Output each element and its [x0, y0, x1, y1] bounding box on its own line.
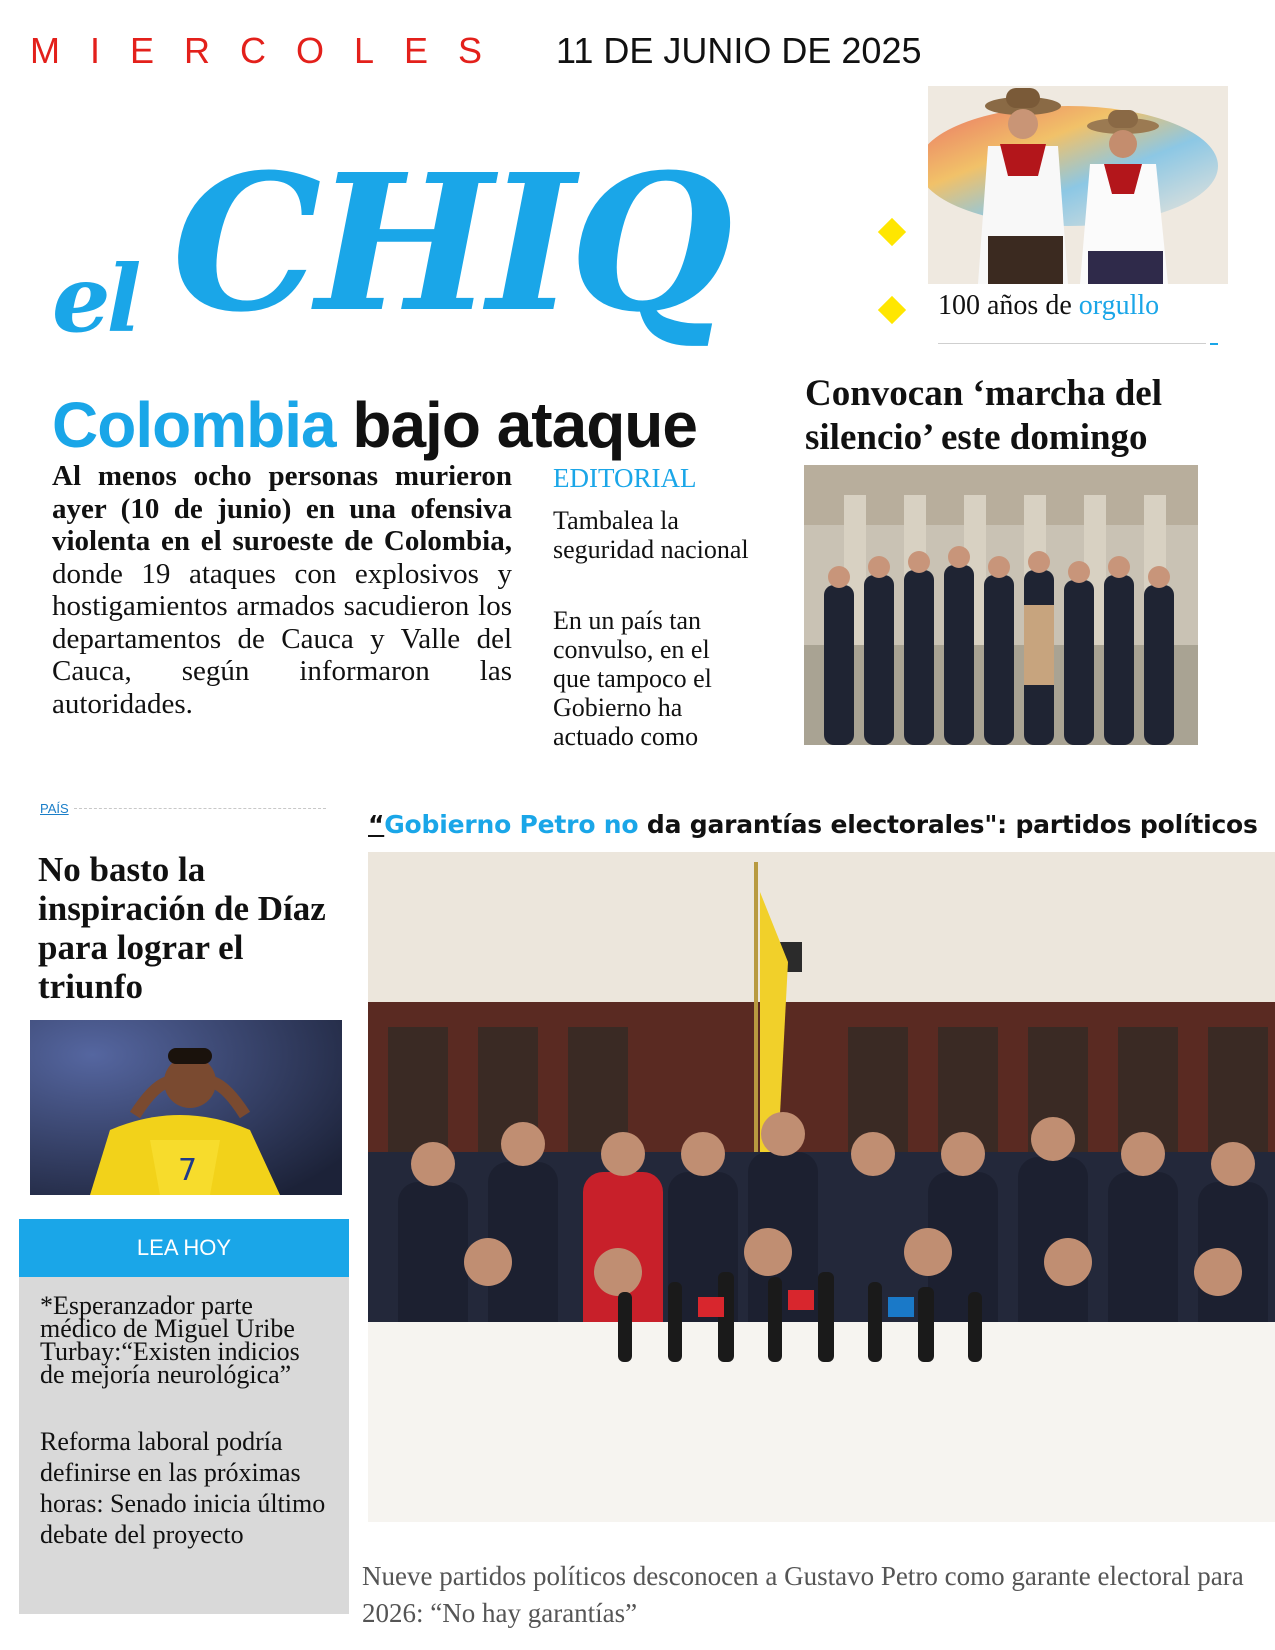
dateline-day: MIERCOLES [30, 30, 513, 71]
photo-two-women-icon [928, 86, 1228, 284]
diamond-icon [878, 218, 906, 246]
lead-body-text: donde 19 ataques con explosivos y hostigamientos armados sacudieron los departamentos de Cauca y Valle del Cauca, según informaron las autoridades. [52, 557, 512, 720]
photo-congress-group-icon [804, 465, 1198, 745]
promo-caption-highlight: orgullo [1078, 290, 1160, 321]
masthead-prefix: el [52, 245, 138, 353]
lead-headline-highlight: Colombia [52, 389, 336, 461]
lead-headline-rest: bajo ataque [352, 389, 697, 461]
section-label-pais[interactable]: PAÍS [40, 801, 69, 816]
divider [74, 808, 326, 809]
masthead-logo[interactable] [52, 133, 912, 360]
diamond-icon [878, 296, 906, 324]
main-caption: Nueve partidos políticos desconocen a Gustavo Petro como garante electoral para 2026: “No hay garantías” [362, 1561, 1244, 1628]
promo-image[interactable] [928, 86, 1228, 284]
editorial-body: En un país tan convulso, en el que tampoco el Gobierno ha actuado como [553, 606, 712, 751]
masthead-name: CHIQ [172, 133, 727, 354]
editorial-title[interactable]: Tambalea la seguridad nacional [553, 506, 749, 564]
dateline-date: 11 DE JUNIO DE 2025 [556, 30, 922, 71]
marcha-headline[interactable]: Convocan ‘marcha del silencio’ este domingo [805, 373, 1162, 458]
editorial-label[interactable]: EDITORIAL [553, 463, 697, 493]
main-headline-quote: “ [368, 810, 385, 839]
lea-hoy-box [19, 1219, 349, 1614]
lea-hoy-title: LEA HOY [19, 1219, 349, 1277]
lead-headline[interactable] [52, 388, 697, 462]
promo-caption-text: 100 años de [938, 290, 1072, 321]
main-image[interactable] [368, 852, 1275, 1522]
lea-hoy-item[interactable]: *Esperanzador parte médico de Miguel Uribe Turbay:“Existen indicios de mejoría neurológica” [40, 1291, 300, 1389]
photo-press-conference-icon [368, 852, 1275, 1522]
pais-image[interactable] [30, 1020, 342, 1195]
main-headline-rest: da garantías electorales": partidos políticos [638, 810, 1258, 839]
lead-body [52, 460, 512, 720]
main-headline-highlight: Gobierno Petro no [384, 810, 639, 839]
promo-caption[interactable] [938, 290, 1159, 322]
svg-text:7: 7 [178, 1153, 198, 1188]
divider-accent [1210, 343, 1218, 345]
pais-headline[interactable]: No basto la inspiración de Díaz para lograr el triunfo [38, 850, 326, 1006]
divider [938, 343, 1206, 344]
photo-footballer-icon [30, 1020, 342, 1195]
marcha-image[interactable] [804, 465, 1198, 745]
lea-hoy-item[interactable]: Reforma laboral podría definirse en las próximas horas: Senado inicia último debate del proyecto [40, 1427, 326, 1549]
lead-body-bold: Al menos ocho personas murieron ayer (10 de junio) en una ofensiva violenta en el suroeste de Colombia, [52, 460, 512, 557]
main-headline[interactable] [368, 810, 1258, 839]
